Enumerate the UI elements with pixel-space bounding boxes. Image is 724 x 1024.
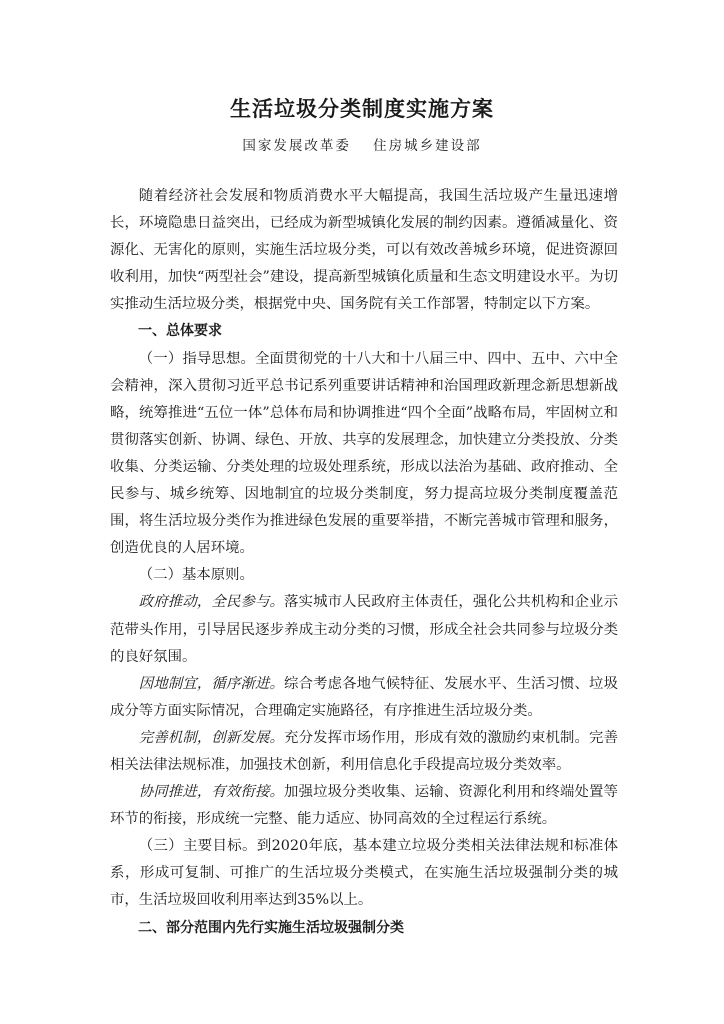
principle-item (110, 779, 618, 833)
paragraph-main-goals (110, 833, 618, 914)
section-heading-mandatory-classification: 二、部分范围内先行实施生活垃圾强制分类 (138, 919, 404, 936)
principle-text: 落实城市人民政府主体责任，强化公共机构和企业示范带头作用，引导居民逐步养成主动分类的习惯，形成全社会共同参与垃圾分类的良好氛围。 (110, 594, 618, 665)
intro-paragraph: 随着经济社会发展和物质消费水平大幅提高，我国生活垃圾产生量迅速增长，环境隐患日益突出，已经成为新型城镇化发展的制约因素。遵循减量化、资源化、无害化的原则，实施生活垃圾分类，可以有效改善城乡环境，促进资源回收利用，加快“两型社会”建设，提高新型城镇化质量和生态文明建设水平。为切实推动生活垃圾分类，根据党中央、国务院有关工作部署，特制定以下方案。 (110, 188, 618, 313)
principle-item (110, 725, 618, 779)
principle-item (110, 671, 618, 725)
principle-lead: 政府推动，全民参与。 (138, 594, 285, 611)
principle-text: 加强垃圾分类收集、运输、资源化利用和终端处置等环节的衔接，形成统一完整、能力适应、协同高效的全过程运行系统。 (110, 784, 618, 828)
paragraph-guiding-ideology (110, 346, 618, 563)
principle-item (110, 589, 618, 670)
paragraph-lead: （三）主要目标。 (138, 838, 257, 855)
document-body (110, 183, 618, 942)
issuing-authorities (0, 134, 724, 154)
paragraph-lead: （一）指导思想。 (138, 350, 255, 367)
paragraph-text: 全面贯彻党的十八大和十八届三中、四中、五中、六中全会精神，深入贯彻习近平总书记系列重要讲话精神和治国理政新理念新思想新战略，统筹推进“五位一体”总体布局和协调推进“四个全面”战略布局，牢固树立和贯彻落实创新、协调、绿色、开放、共享的发展理念，加快建立分类投放、分类收集、分类运输、分类处理的垃圾处理系统，形成以法治为基础、政府推动、全民参与、城乡统筹、因地制宜的垃圾分类制度，努力提高垃圾分类制度覆盖范围，将生活垃圾分类作为推进绿色发展的重要举措，不断完善城市管理和服务，创造优良的人居环境。 (110, 350, 618, 557)
author-ndrc: 国家发展改革委 (242, 138, 351, 154)
principle-lead: 完善机制，创新发展。 (138, 729, 285, 746)
principle-text: 充分发挥市场作用，形成有效的激励约束机制。完善相关法律法规标准，加强技术创新，利用信息化手段提高垃圾分类效率。 (110, 729, 618, 773)
document-title: 生活垃圾分类制度实施方案 (230, 97, 494, 121)
principle-text: 综合考虑各地气候特征、发展水平、生活习惯、垃圾成分等方面实际情况，合理确定实施路径，有序推进生活垃圾分类。 (110, 675, 618, 719)
paragraph-text: 到2020年底，基本建立垃圾分类相关法律法规和标准体系，形成可复制、可推广的生活垃圾分类模式，在实施生活垃圾强制分类的城市，生活垃圾回收利用率达到35%以上。 (110, 838, 618, 909)
subheading-basic-principles: （二）基本原则。 (138, 567, 254, 584)
principle-lead: 因地制宜，循序渐进。 (138, 675, 285, 692)
author-mohurd: 住房城乡建设部 (373, 138, 482, 154)
section-heading-general-requirements: 一、总体要求 (138, 323, 222, 340)
principle-lead: 协同推进，有效衔接。 (138, 784, 285, 801)
